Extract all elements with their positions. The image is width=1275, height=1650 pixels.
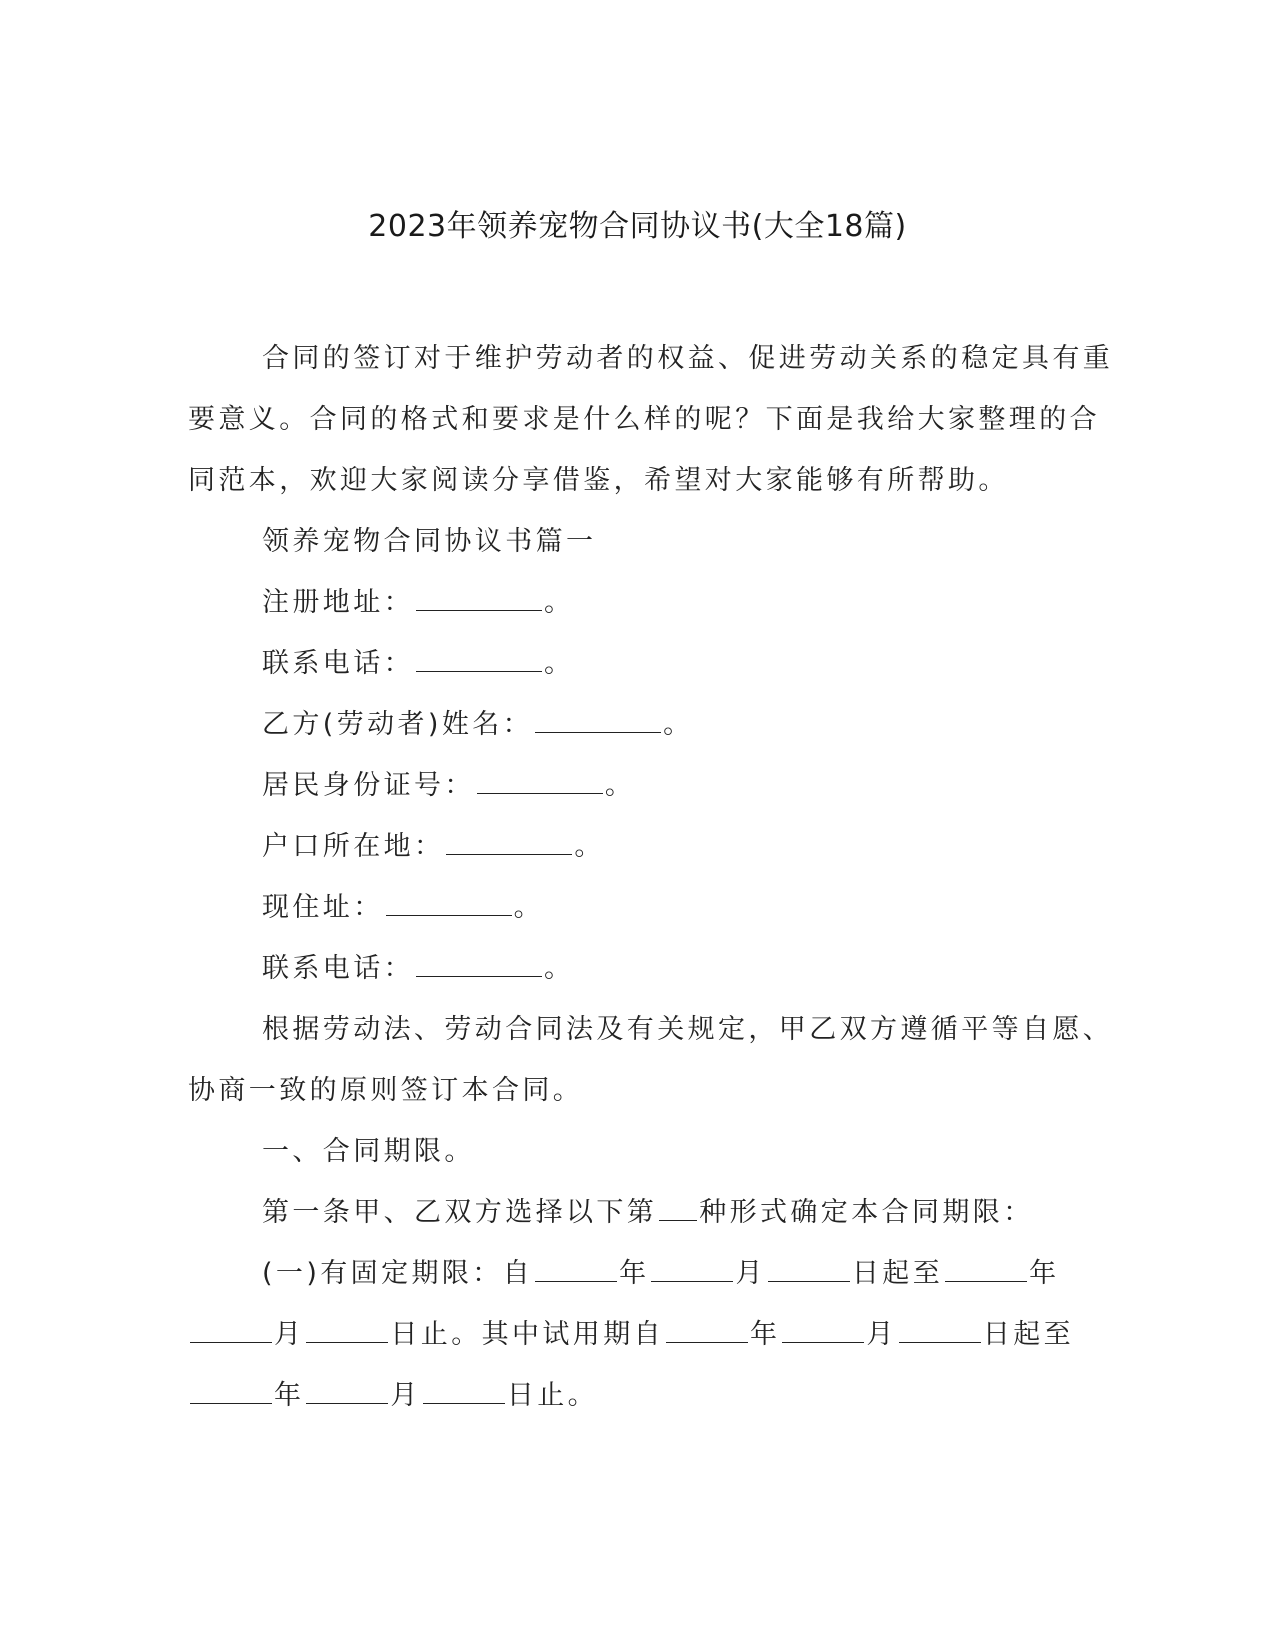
day-end-label: 日止。 <box>390 1319 482 1350</box>
blank-line <box>416 952 542 977</box>
field-current-address <box>188 877 1078 938</box>
blank-line <box>659 1196 697 1221</box>
period-mark: 。 <box>513 892 545 923</box>
intro-line-1: 合同的签订对于维护劳动者的权益、促进劳动关系的稳定具有重 <box>262 343 1114 374</box>
field-phone-1 <box>188 633 1078 694</box>
field-party-b-name <box>188 694 1078 755</box>
day-from-to-label: 日起至 <box>851 1258 944 1289</box>
blank-line <box>446 830 572 855</box>
year-label: 年 <box>1029 1258 1060 1289</box>
field-id-number <box>188 755 1078 816</box>
fixed-term-line-3 <box>188 1365 1078 1426</box>
blank-line <box>899 1318 981 1343</box>
fixed-term-line-2 <box>188 1304 1078 1365</box>
basis-line-1: 根据劳动法、劳动合同法及有关规定，甲乙双方遵循平等自愿、 <box>262 1014 1114 1045</box>
article-1 <box>188 1182 1078 1243</box>
field-label: 乙方(劳动者)姓名： <box>262 709 534 740</box>
blank-line <box>651 1257 733 1282</box>
blank-line <box>945 1257 1027 1282</box>
month-label: 月 <box>866 1319 897 1350</box>
year-label: 年 <box>619 1258 650 1289</box>
blank-line <box>416 586 542 611</box>
blank-line <box>306 1318 388 1343</box>
blank-line <box>477 769 603 794</box>
field-label: 联系电话： <box>262 648 414 679</box>
field-hukou <box>188 816 1078 877</box>
period-mark: 。 <box>544 648 575 679</box>
field-phone-2 <box>188 938 1078 999</box>
blank-line <box>768 1257 850 1282</box>
month-label: 月 <box>274 1319 305 1350</box>
blank-line <box>190 1318 272 1343</box>
blank-line <box>666 1318 748 1343</box>
blank-line <box>782 1318 864 1343</box>
month-label: 月 <box>390 1380 421 1411</box>
blank-line <box>535 708 661 733</box>
field-label: 注册地址： <box>262 587 414 618</box>
month-label: 月 <box>735 1258 766 1289</box>
period-mark: 。 <box>604 770 636 801</box>
year-label: 年 <box>750 1319 781 1350</box>
blank-line <box>535 1257 617 1282</box>
blank-line <box>416 647 542 672</box>
day-from-to-label: 日起至 <box>982 1319 1075 1350</box>
section-heading: 领养宠物合同协议书篇一 <box>262 526 597 557</box>
period-mark: 。 <box>663 709 694 740</box>
intro-line-3: 同范本，欢迎大家阅读分享借鉴，希望对大家能够有所帮助。 <box>188 465 1009 496</box>
field-label: 现住址： <box>262 892 384 923</box>
intro-line-2: 要意义。合同的格式和要求是什么样的呢？下面是我给大家整理的合 <box>188 404 1100 435</box>
article-heading: 一、合同期限。 <box>262 1136 475 1167</box>
blank-line <box>190 1379 272 1404</box>
field-label: 居民身份证号： <box>262 770 475 801</box>
blank-line <box>423 1379 505 1404</box>
blank-line <box>386 891 512 916</box>
article-1-before: 第一条甲、乙双方选择以下第 <box>262 1197 658 1228</box>
article-1-after: 种形式确定本合同期限： <box>699 1197 1034 1228</box>
field-label: 户口所在地： <box>262 831 445 862</box>
field-reg-address <box>188 572 1078 633</box>
day-end-label: 日止。 <box>506 1380 599 1411</box>
year-label: 年 <box>274 1380 305 1411</box>
document-body <box>188 328 1114 1426</box>
basis-line-2: 协商一致的原则签订本合同。 <box>188 1075 584 1106</box>
period-mark: 。 <box>574 831 605 862</box>
period-mark: 。 <box>544 953 575 984</box>
field-label: 联系电话： <box>262 953 414 984</box>
fixed-term-prefix: (一)有固定期限：自 <box>262 1258 534 1289</box>
trial-label: 其中试用期自 <box>481 1319 665 1350</box>
blank-line <box>306 1379 388 1404</box>
period-mark: 。 <box>544 587 575 618</box>
fixed-term-line-1 <box>188 1243 1078 1304</box>
document-title: 2023年领养宠物合同协议书(大全18篇) <box>368 209 907 244</box>
